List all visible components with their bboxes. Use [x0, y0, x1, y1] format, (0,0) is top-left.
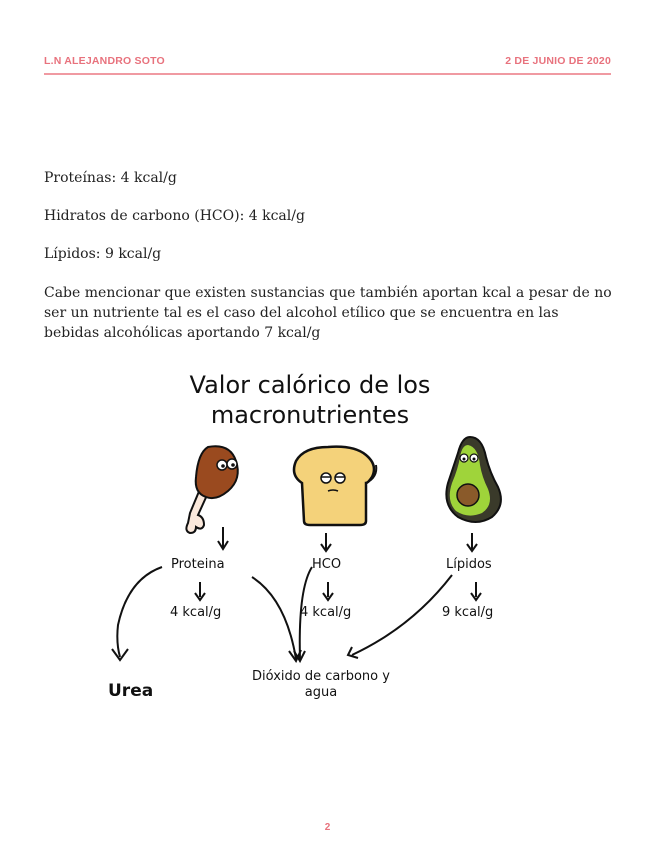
protein-kcal: 4 kcal/g	[170, 605, 222, 620]
chicken-leg-icon	[186, 446, 237, 533]
header-divider	[44, 73, 611, 75]
figure-title-line1: Valor calórico de los	[189, 371, 431, 399]
hco-line: Hidratos de carbono (HCO): 4 kcal/g	[44, 208, 305, 224]
co2-label-line2: agua	[304, 685, 338, 700]
figure-title-line2: macronutrientes	[210, 401, 410, 429]
alcohol-note: Cabe mencionar que existen sustancias que también aportan kcal a pesar de no ser un nutriente tal es el caso del alcohol etílico que se encuentra en las bebidas alcohólicas aportando 7 kcal/g	[44, 285, 612, 341]
figure-title	[90, 370, 530, 430]
flow-arrows	[112, 527, 481, 661]
hco-label: HCO	[312, 557, 342, 572]
proteins-line: Proteínas: 4 kcal/g	[44, 170, 177, 186]
header-author: L.N ALEJANDRO SOTO	[44, 55, 165, 67]
hco-kcal: 4 kcal/g	[300, 605, 352, 620]
co2-label-line1: Dióxido de carbono y	[252, 669, 390, 684]
urea-label: Urea	[108, 681, 154, 701]
bread-icon	[294, 447, 376, 525]
macronutrient-figure	[90, 365, 530, 720]
avocado-icon	[446, 437, 501, 522]
protein-label: Proteina	[171, 557, 225, 572]
co2-label	[240, 669, 402, 701]
page-number: 2	[324, 822, 331, 833]
lipid-kcal: 9 kcal/g	[442, 605, 494, 620]
lipid-label: Lípidos	[446, 557, 492, 572]
header-date: 2 DE JUNIO DE 2020	[505, 55, 611, 67]
lipids-line: Lípidos: 9 kcal/g	[44, 246, 162, 262]
